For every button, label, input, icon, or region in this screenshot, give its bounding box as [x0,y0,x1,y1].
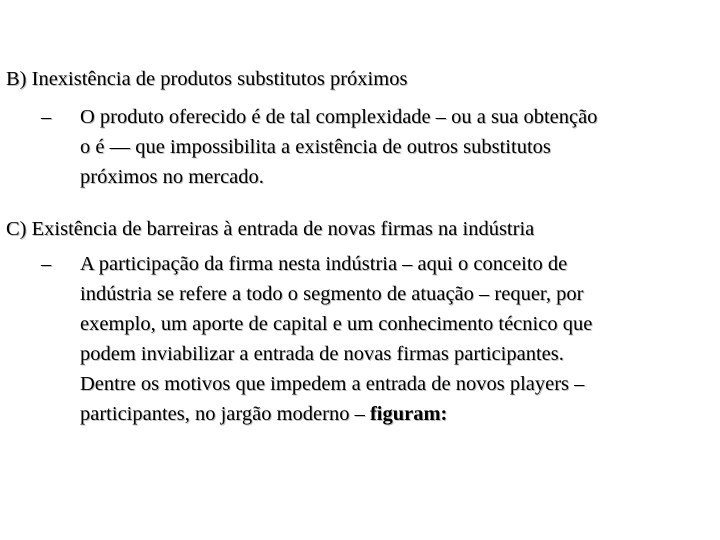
section-b-bullet-line: próximos no mercado. [80,166,264,188]
section-b-bullet-line: O produto oferecido é de tal complexidade – ou a sua obtenção [80,106,598,128]
section-b-bullet [80,102,597,192]
section-c-bullet-line: podem inviabilizar a entrada de novas firmas participantes. [80,343,564,365]
section-c-last-line-bold: figuram: [369,403,448,425]
section-c-bullet-line: Dentre os motivos que impedem a entrada de novos players – [80,373,585,395]
section-c-bullet-line: indústria se refere a todo o segmento de atuação – requer, por [80,283,584,305]
section-c-bullet-line: A participação da firma nesta indústria – aqui o conceito de [80,253,568,275]
section-c-last-line-text: participantes, no jargão moderno – [80,403,370,425]
bullet-dash-icon: – [41,106,52,128]
bullet-dash-icon: – [41,253,52,275]
section-b-heading: B) Inexistência de produtos substitutos próximos [6,68,408,90]
section-c-bullet-line: exemplo, um aporte de capital e um conhecimento técnico que [80,313,593,335]
section-c-bullet [80,249,592,429]
section-b-bullet-line: o é — que impossibilita a existência de outros substitutos [80,136,551,158]
section-c-bullet-last-line [80,399,592,429]
section-c-heading: C) Existência de barreiras à entrada de novas firmas na indústria [6,218,535,240]
